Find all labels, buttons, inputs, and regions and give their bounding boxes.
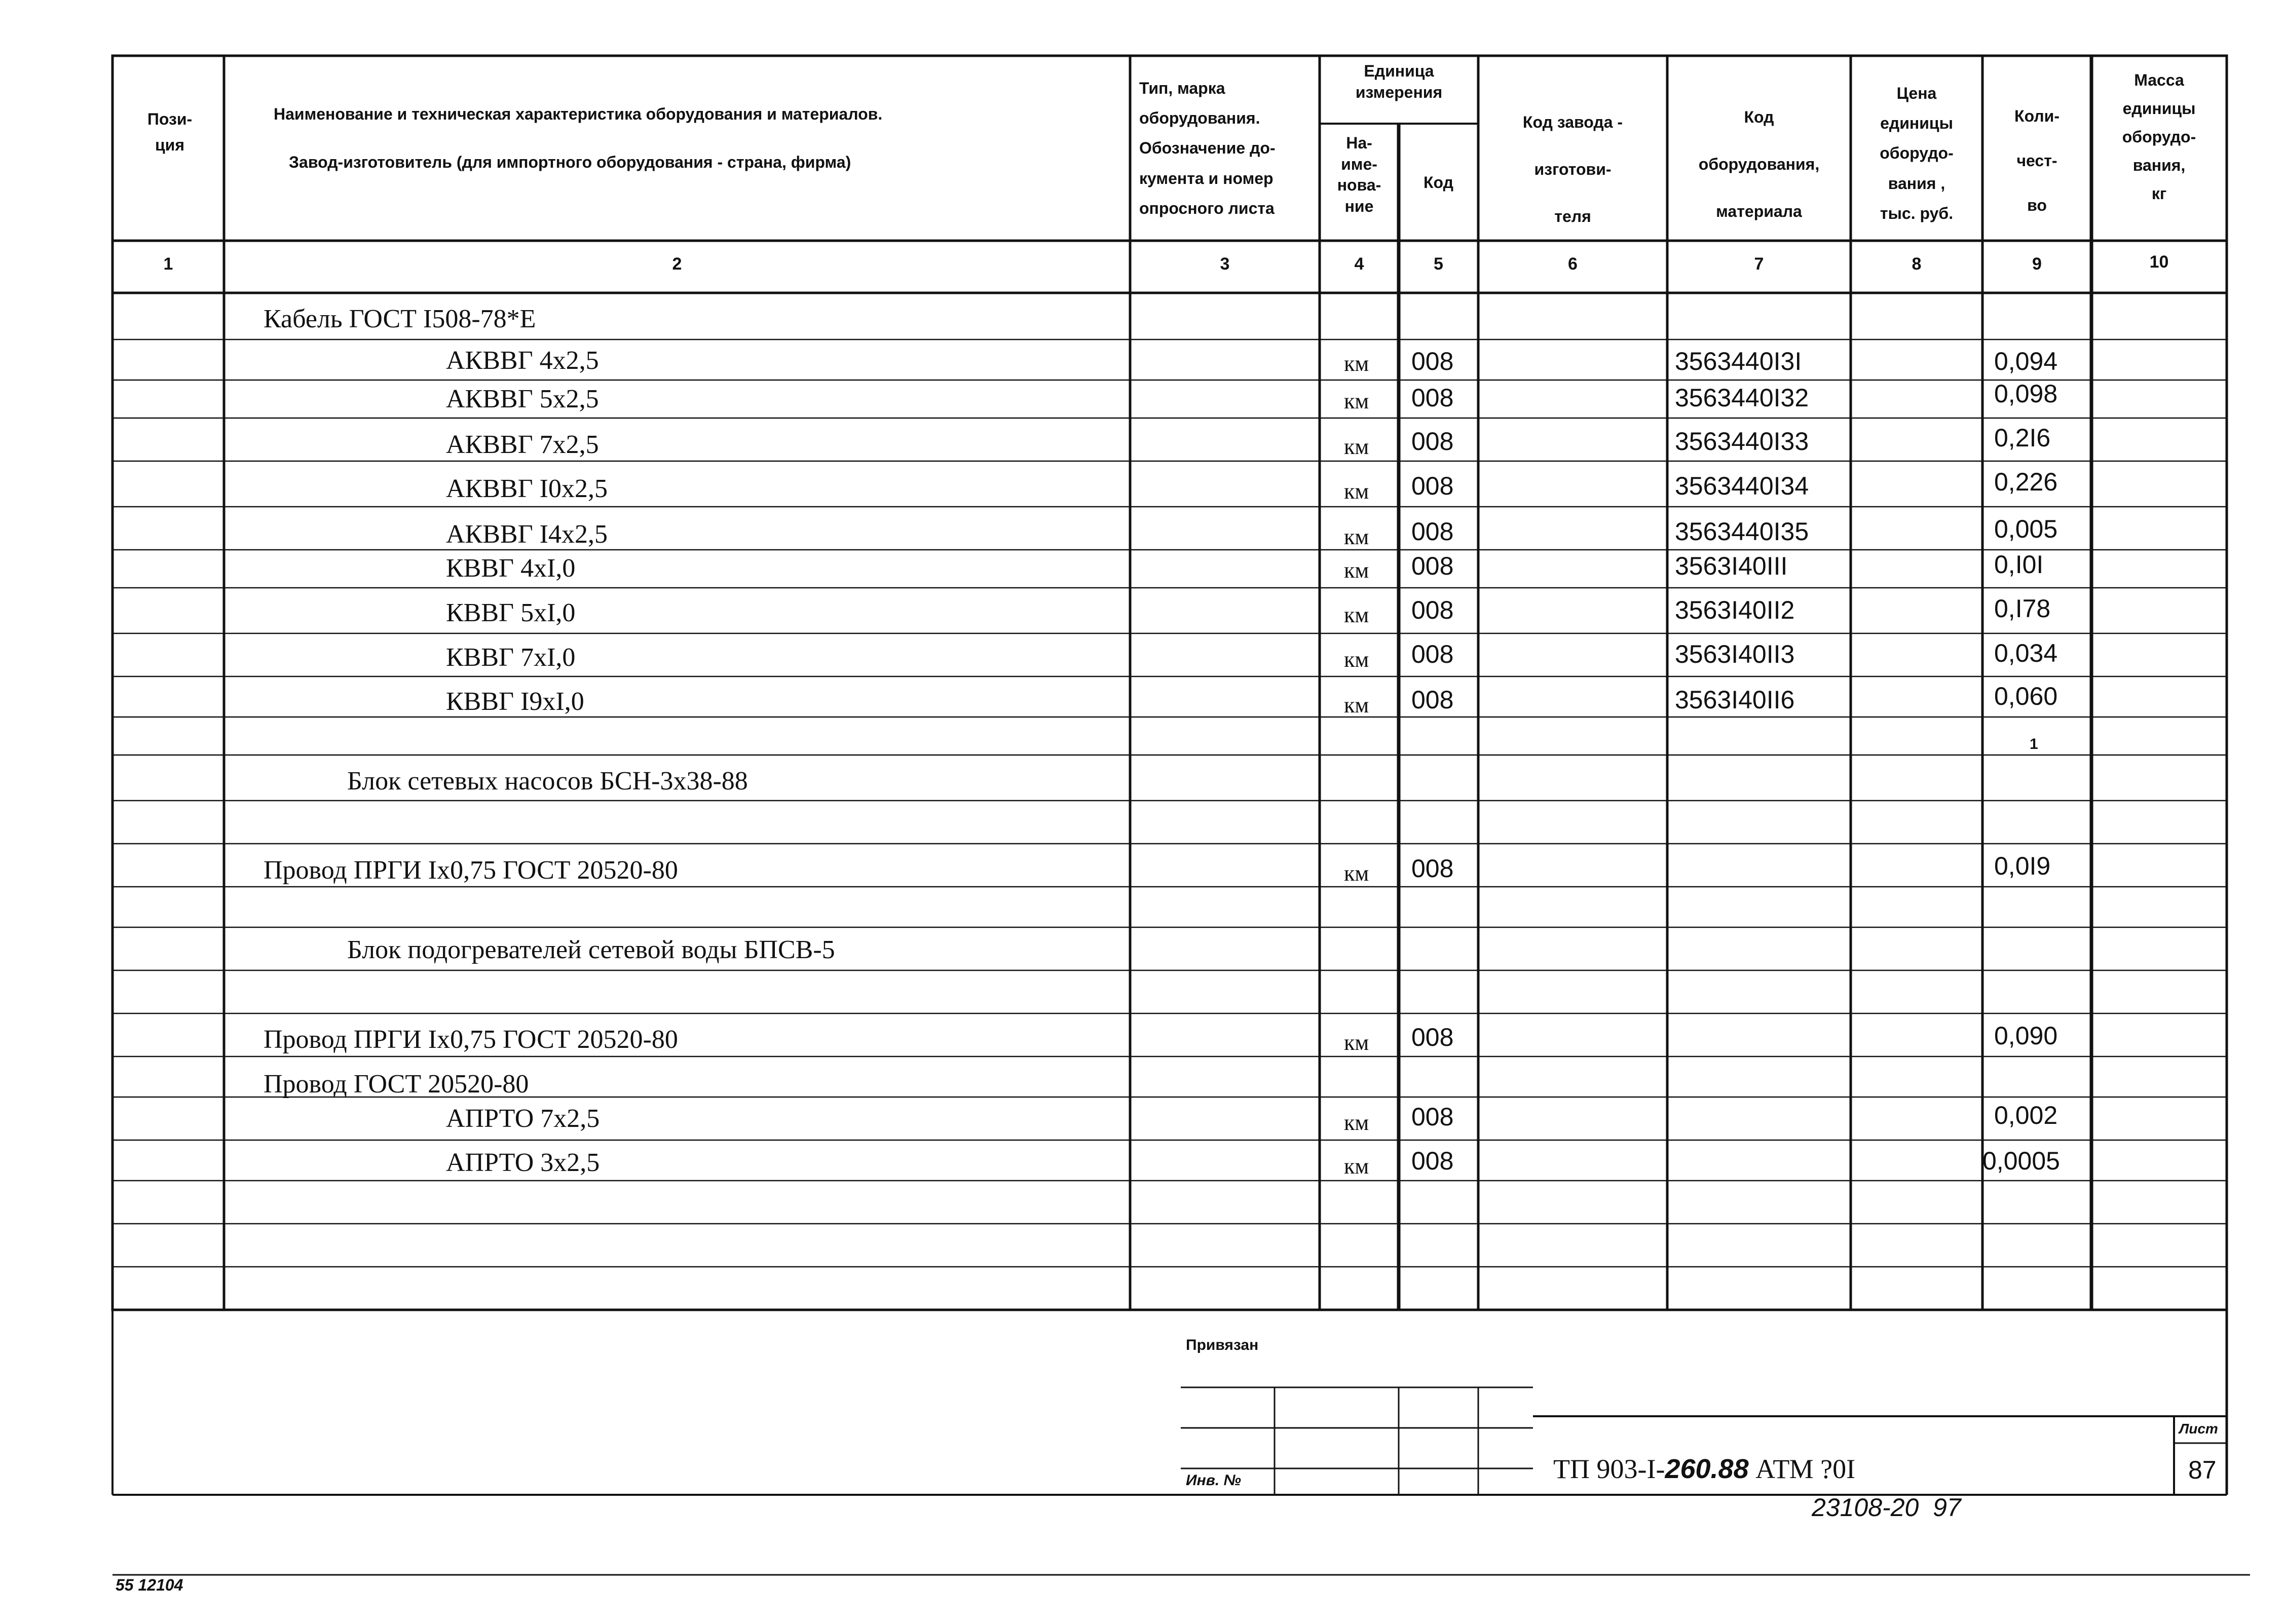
row-qty: 0,098: [1994, 380, 2058, 408]
row-code5: 008: [1411, 347, 1454, 375]
row-code7: 3563I40II2: [1675, 596, 1795, 624]
corner-code: 55 12104: [116, 1576, 183, 1594]
row-name: АКВВГ I4х2,5: [446, 520, 608, 549]
row-unit: км: [1344, 647, 1369, 672]
row-code7: 3563440I3I: [1675, 347, 1802, 375]
row-qty: 0,090: [1994, 1022, 2058, 1050]
colnum-1: 1: [163, 254, 173, 274]
row-qty: 0,005: [1994, 515, 2058, 543]
row-qty: 0,034: [1994, 639, 2058, 667]
row-code5: 008: [1411, 1103, 1454, 1131]
header-name-line2: Завод-изготовитель (для импортного оборудования - страна, фирма): [289, 153, 851, 171]
row-code5: 008: [1411, 640, 1454, 668]
row-code5: 008: [1411, 552, 1454, 580]
row-code5: 008: [1411, 686, 1454, 714]
colnum-4: 4: [1354, 254, 1364, 274]
row-code5: 008: [1411, 596, 1454, 624]
row-code5: 008: [1411, 1023, 1454, 1051]
stamp-privyazan: Привязан: [1186, 1337, 1259, 1353]
row-name: КВВГ 5хI,0: [446, 598, 576, 627]
row-unit: км: [1344, 389, 1369, 413]
colnum-3: 3: [1220, 254, 1230, 274]
row-qty: 0,060: [1994, 682, 2058, 710]
row-unit: км: [1344, 602, 1369, 627]
header-equipment-code: Код оборудования, материала: [1698, 108, 1820, 220]
row-unit: км: [1344, 524, 1369, 549]
row-unit: км: [1344, 479, 1369, 504]
header-position: Пози- ция: [147, 110, 193, 155]
row-unit: км: [1344, 861, 1369, 886]
document-code-handwritten: 260.88: [1665, 1454, 1749, 1484]
row-code5: 008: [1411, 427, 1454, 456]
row-name: АКВВГ 5х2,5: [446, 385, 599, 413]
colnum-5: 5: [1434, 254, 1443, 274]
row-code7: 3563440I33: [1675, 427, 1809, 456]
row-unit: км: [1344, 1030, 1369, 1055]
row-unit: км: [1344, 1110, 1369, 1135]
row-name: АПРТО 3х2,5: [446, 1148, 600, 1177]
row-unit: км: [1344, 693, 1369, 717]
row-qty: 0,226: [1994, 468, 2058, 496]
header-name-line1: Наименование и техническая характеристика оборудования и материалов.: [274, 105, 883, 123]
header-factory-code: Код завода - изготови- теля: [1522, 113, 1623, 225]
row-code7: 3563I40II3: [1675, 640, 1795, 668]
row-name: Провод ПРГИ Iх0,75 ГОСТ 20520-80: [264, 1025, 678, 1054]
row-qty: 0,094: [1994, 347, 2058, 375]
row-qty: 0,002: [1994, 1101, 2058, 1129]
row-name: АКВВГ 7х2,5: [446, 430, 599, 459]
stamp-inv-no: Инв. №: [1186, 1472, 1241, 1489]
row-name: АПРТО 7х2,5: [446, 1104, 600, 1133]
row-code5: 008: [1411, 854, 1454, 883]
row-qty: 0,0005: [1982, 1147, 2060, 1175]
header-mass: Масса единицы оборудо- вания, кг: [2122, 71, 2196, 203]
row-name: Кабель ГОСТ I508-78*Е: [264, 305, 536, 333]
row-unit: км: [1344, 434, 1369, 459]
row-qty: 0,0I9: [1994, 852, 2051, 880]
row-code7: 3563440I35: [1675, 517, 1809, 546]
header-quantity: Коли- чест- во: [2014, 107, 2060, 214]
row-name: КВВГ 7хI,0: [446, 643, 576, 672]
header-unit: Единица измерения: [1355, 62, 1443, 101]
stray-mark: 1: [2030, 736, 2038, 752]
row-code7: 3563440I34: [1675, 472, 1809, 500]
row-unit: км: [1344, 1154, 1369, 1179]
row-name: КВВГ I9хI,0: [446, 687, 584, 716]
section-title: Блок сетевых насосов БСН-3х38-88: [347, 767, 748, 796]
row-code5: 008: [1411, 1147, 1454, 1175]
row-qty: 0,I0I: [1994, 550, 2044, 579]
row-code7: 3563I40III: [1675, 552, 1788, 580]
colnum-8: 8: [1912, 254, 1922, 274]
row-name: АКВВГ I0х2,5: [446, 474, 608, 503]
row-name: Провод ГОСТ 20520-80: [264, 1070, 529, 1099]
colnum-10: 10: [2149, 252, 2169, 272]
colnum-7: 7: [1754, 254, 1764, 274]
row-unit: км: [1344, 351, 1369, 376]
colnum-2: 2: [672, 254, 682, 274]
document-code-suffix: АТМ ?0I: [1748, 1454, 1856, 1484]
row-code5: 008: [1411, 517, 1454, 546]
header-type: Тип, марка оборудования. Обозначение до- кумента и номер опросного листа: [1139, 79, 1276, 217]
row-code5: 008: [1411, 384, 1454, 412]
row-code7: 3563I40II6: [1675, 686, 1795, 714]
colnum-9: 9: [2032, 254, 2042, 274]
section-title: Блок подогревателей сетевой воды БПСВ-5: [347, 935, 835, 964]
row-code7: 3563440I32: [1675, 384, 1809, 412]
row-name: КВВГ 4хI,0: [446, 554, 576, 583]
row-unit: км: [1344, 558, 1369, 583]
colnum-6: 6: [1568, 254, 1578, 274]
row-name: Провод ПРГИ Iх0,75 ГОСТ 20520-80: [264, 856, 678, 885]
sheet-number: 87: [2188, 1456, 2217, 1484]
document-code-prefix: ТП 903-I-: [1553, 1454, 1665, 1484]
header-unit-code: Код: [1424, 173, 1453, 192]
row-qty: 0,2I6: [1994, 424, 2051, 452]
row-code5: 008: [1411, 472, 1454, 500]
row-name: АКВВГ 4х2,5: [446, 346, 599, 375]
header-price: Цена единицы оборудо- вания , тыс. руб.: [1880, 84, 1954, 222]
header-unit-name: На- име- нова- ние: [1337, 134, 1381, 215]
document-code: [1553, 1453, 1855, 1485]
archive-number: 23108-20 97: [1812, 1493, 1961, 1522]
row-qty: 0,I78: [1994, 594, 2051, 623]
sheet-label: Лист: [2179, 1421, 2218, 1437]
